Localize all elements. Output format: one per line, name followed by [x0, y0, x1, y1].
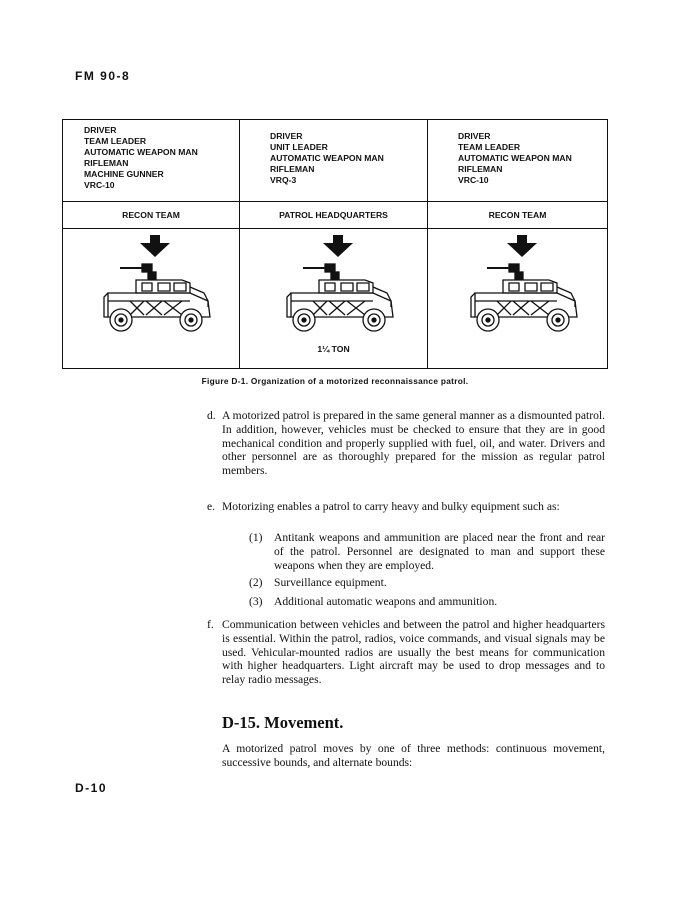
team-label-1: RECON TEAM — [63, 202, 240, 229]
paragraph-marker: e. — [207, 500, 216, 513]
role-item: DRIVER — [84, 125, 117, 135]
paragraph-f — [207, 618, 605, 687]
list-item-text: Antitank weapons and ammunition are placed near the front and rear of the patrol. Personnel are designated to man and support these weapons when they are employed. — [274, 531, 605, 572]
wheels — [110, 309, 202, 331]
page-header-code: FM 90-8 — [75, 69, 131, 83]
team-label-2: PATROL HEADQUARTERS — [240, 202, 428, 229]
team-label-3: RECON TEAM — [428, 202, 607, 229]
patrol-organization-figure — [62, 119, 608, 369]
role-item: DRIVER — [270, 131, 303, 141]
roles-cell-3 — [428, 120, 607, 202]
role-item: AUTOMATIC WEAPON MAN — [84, 147, 198, 157]
role-item: VRC-10 — [458, 175, 489, 185]
section-heading: D-15. Movement. — [222, 713, 344, 732]
vehicle-illustration — [428, 235, 607, 337]
paragraph-d — [207, 409, 605, 478]
role-item: VRQ-3 — [270, 175, 297, 185]
list-item-number: (3) — [249, 595, 263, 608]
down-arrow-icon — [507, 235, 537, 257]
section-intro: A motorized patrol moves by one of three methods: continuous movement, successive bounds, and alternate bounds: — [222, 742, 605, 769]
list-item-number: (1) — [249, 531, 263, 544]
vehicle-cell-1 — [63, 229, 240, 368]
down-arrow-icon — [323, 235, 353, 257]
role-item: MACHINE GUNNER — [84, 169, 164, 179]
list-item — [249, 576, 605, 590]
page-footer-code: D-10 — [75, 781, 108, 795]
armed-vehicle-icon — [269, 235, 399, 337]
role-item: TEAM LEADER — [84, 136, 147, 146]
figure-caption: Figure D-1. Organization of a motorized reconnaissance patrol. — [201, 376, 469, 386]
vehicle-weight-label: 1¼ TON — [317, 344, 350, 354]
role-item: UNIT LEADER — [270, 142, 328, 152]
role-item: RIFLEMAN — [270, 164, 315, 174]
roles-list-2 — [240, 120, 427, 186]
role-item: TEAM LEADER — [458, 142, 521, 152]
paragraph-marker: f. — [207, 618, 214, 631]
role-item: RIFLEMAN — [84, 158, 129, 168]
armed-vehicle-icon — [86, 235, 216, 337]
vehicle-cell-2 — [240, 229, 428, 368]
role-item: VRC-10 — [84, 180, 115, 190]
vehicle-illustration — [240, 235, 427, 337]
paragraph-text: A motorized patrol is prepared in the same general manner as a dismounted patrol. In addition, however, vehicles must be checked to ensure that they are in good mechanical condition and properly supplied with fuel, oil, and water. Drivers and other personnel are as thoroughly prepared for the mission as regular patrol members. — [222, 409, 605, 478]
wheels — [477, 309, 569, 331]
paragraph-text: Communication between vehicles and between the patrol and higher headquarters is essential. Within the patrol, radios, voice commands, and visual signals may be used. Vehicular-mounted radios are usually the best means for communication with higher headquarters. Light aircraft may be used to drop messages and to relay radio messages. — [222, 618, 605, 687]
role-item: AUTOMATIC WEAPON MAN — [270, 153, 384, 163]
roles-list-3 — [428, 120, 607, 186]
role-item: RIFLEMAN — [458, 164, 503, 174]
paragraph-text: Motorizing enables a patrol to carry heavy and bulky equipment such as: — [222, 500, 560, 513]
roles-list-1 — [63, 120, 239, 191]
paragraph-marker: d. — [207, 409, 216, 422]
list-item-number: (2) — [249, 576, 263, 589]
list-item — [249, 595, 605, 609]
wheels — [293, 309, 385, 331]
role-item: AUTOMATIC WEAPON MAN — [458, 153, 572, 163]
down-arrow-icon — [140, 235, 170, 257]
vehicle-illustration — [63, 235, 239, 337]
armed-vehicle-icon — [453, 235, 583, 337]
roles-cell-2 — [240, 120, 428, 202]
list-item-text: Surveillance equipment. — [274, 576, 387, 589]
vehicle-cell-3 — [428, 229, 607, 368]
roles-cell-1 — [63, 120, 240, 202]
list-item-text: Additional automatic weapons and ammunition. — [274, 595, 498, 608]
list-item — [249, 531, 605, 572]
role-item: DRIVER — [458, 131, 491, 141]
paragraph-e — [207, 500, 605, 514]
